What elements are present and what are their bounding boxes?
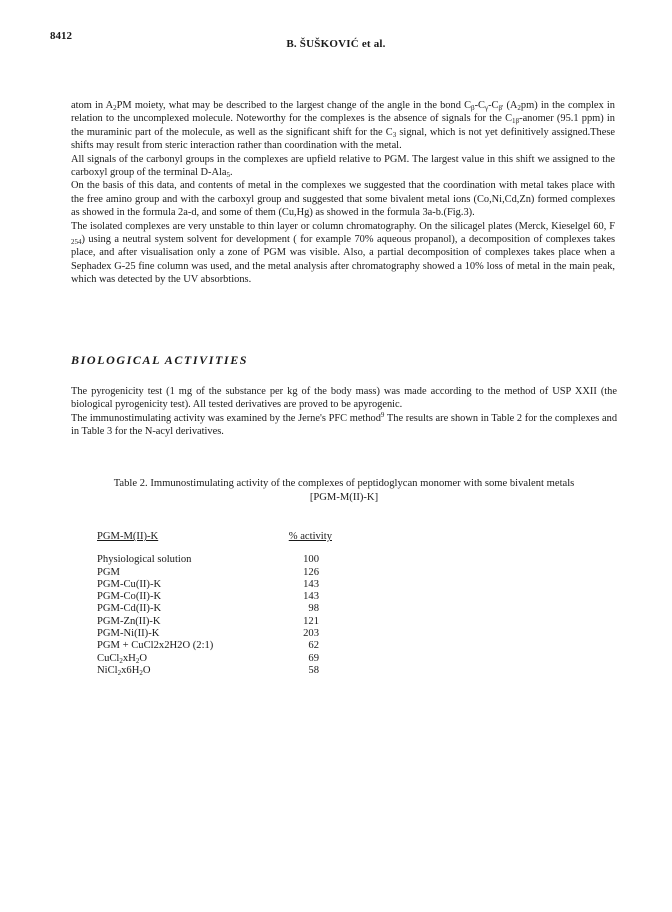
row-value: 121 — [303, 615, 319, 627]
text-span: The results are shown in Table 2 for the complexes and in Table 3 for the N-acyl derivatives. — [71, 412, 618, 438]
text-span: PM moiety, what may be described to the largest change of the angle in the bond C — [116, 100, 472, 111]
row-value: 98 — [308, 603, 319, 615]
subscript: 2 — [119, 656, 123, 665]
text-span: xH — [122, 652, 136, 664]
row-label: PGM-Cd(II)-K — [97, 603, 162, 615]
row-label: PGM-Zn(II)-K — [97, 615, 161, 627]
body-text — [71, 99, 615, 287]
table-row — [97, 628, 337, 640]
subscript: 3 — [392, 130, 397, 139]
subscript: 2 — [135, 656, 140, 665]
row-label — [97, 653, 277, 665]
paragraph-carbonyl — [71, 153, 615, 180]
subscript: γ — [484, 104, 489, 112]
subscript: 1β — [512, 117, 520, 126]
subscript: 254 — [71, 238, 82, 247]
text-span: (A — [503, 100, 518, 111]
section-body — [71, 385, 617, 439]
text-span: The immunostimulating activity was examined by the Jerne's PFC method — [71, 412, 381, 424]
table-row — [97, 653, 337, 665]
row-label: PGM-Cu(II)-K — [97, 578, 162, 590]
text-span: The isolated complexes are very unstable to thin layer or column chromatography. On the silicagel plates (Merck, Kieselgel 60, F — [71, 220, 615, 232]
activity-table — [97, 531, 337, 677]
row-value: 62 — [308, 640, 319, 652]
table-row — [97, 603, 337, 615]
table-row — [97, 567, 337, 579]
caption-line: [PGM-M(II)-K] — [309, 491, 379, 503]
row-value: 143 — [303, 591, 319, 603]
page-number: 8412 — [50, 30, 72, 42]
text-span: -C — [474, 100, 485, 111]
table-row — [97, 665, 337, 677]
subscript: β' — [498, 104, 504, 112]
text-span: pm) in the complex in relation to the uncomplexed molecule. Noteworthy for the complexes is the absence of signals for the C — [71, 100, 615, 125]
text-span: O — [142, 664, 151, 676]
row-value: 69 — [308, 652, 319, 664]
paragraph-immunostimulating — [71, 412, 617, 439]
column-header — [277, 531, 332, 543]
subscript: 2 — [117, 668, 122, 677]
row-label: PGM-Co(II)-K — [97, 591, 162, 603]
text-span: -anomer (95.1 ppm) in the muraminic part of the molecule, as well as the significant shift for the C — [71, 113, 615, 138]
table-row — [97, 640, 337, 652]
text-span: O — [139, 652, 147, 664]
table-row — [97, 616, 337, 628]
subscript: 2 — [139, 668, 143, 677]
row-value: 58 — [308, 664, 319, 676]
row-label: PGM — [97, 566, 120, 578]
row-value: 143 — [303, 578, 319, 590]
table-header — [97, 531, 337, 543]
table-row — [97, 554, 337, 566]
row-value: 100 — [303, 554, 319, 566]
text-span: atom in A — [71, 100, 114, 111]
subscript: 5 — [226, 171, 231, 180]
text-span: -C — [488, 100, 499, 111]
subscript: β — [471, 104, 475, 112]
row-value: 203 — [303, 628, 319, 640]
column-header-label: % activity — [288, 531, 332, 542]
running-head: B. ŠUŠKOVIĆ et al. — [286, 38, 386, 50]
table-caption — [71, 477, 617, 505]
paragraph-coordination: On the basis of this data, and contents of metal in the complexes we suggested that the coordination with metal takes place with the free amino group and with the carboxyl group and suggested that some bivalent metal ions (Co,Ni,Cd,Zn) formed complexes as showed in the formula 2a-d, and some of them (Cu,Hg) as showed in the formula 3a-b.(Fig.3). — [71, 180, 615, 219]
caption-line: Table 2. Immunostimulating activity of the complexes of peptidoglycan monomer with some bivalent metals — [113, 478, 575, 489]
text-span: CuCl — [97, 652, 120, 664]
section-heading: BIOLOGICAL ACTIVITIES — [71, 353, 249, 367]
text-span: signal, which is not yet definitively assigned.These shifts may result from steric interaction rather than coordination with the metal. — [71, 126, 615, 152]
text-span: NiCl — [97, 664, 118, 676]
row-label — [97, 665, 277, 677]
column-header-label: PGM-M(II)-K — [97, 531, 159, 542]
row-value: 126 — [303, 566, 319, 578]
row-label: PGM + CuCl2x2H2O (2:1) — [97, 640, 214, 652]
column-header — [97, 531, 277, 543]
row-label: PGM-Ni(II)-K — [97, 628, 160, 640]
paragraph-chromatography — [71, 220, 615, 287]
subscript: 2 — [517, 104, 521, 112]
table-row — [97, 579, 337, 591]
row-label: Physiological solution — [97, 554, 192, 566]
paragraph-pyrogenicity: The pyrogenicity test (1 mg of the substance per kg of the body mass) was made according to the method of USP XXII (the biological pyrogenicity test). All tested derivatives are proved to be apyrogenic. — [71, 386, 617, 411]
text-span: x6H — [121, 664, 140, 676]
reference-superscript: 9 — [380, 410, 385, 419]
paragraph-nmr — [71, 99, 615, 153]
table-row — [97, 591, 337, 603]
subscript: 2 — [113, 104, 117, 112]
text-span: ) using a neutral system solvent for development ( for example 70% aqueous propanol), a decomposition of complexes takes place, and after visualisation only a zone of PGM was visible. Also, a partial decomposition of complexes takes place when a Sephadex G-25 fine column was used, and the metal analysis after chromatography showed a 10% loss of metal in the main peak, which was detected by the UV absorbtions. — [71, 234, 615, 286]
text-span: All signals of the carbonyl groups in the complexes are upfield relative to PGM. The largest value in this shift we assigned to the carboxyl group of the terminal D-Ala — [71, 153, 615, 179]
text-span: . — [230, 167, 233, 179]
